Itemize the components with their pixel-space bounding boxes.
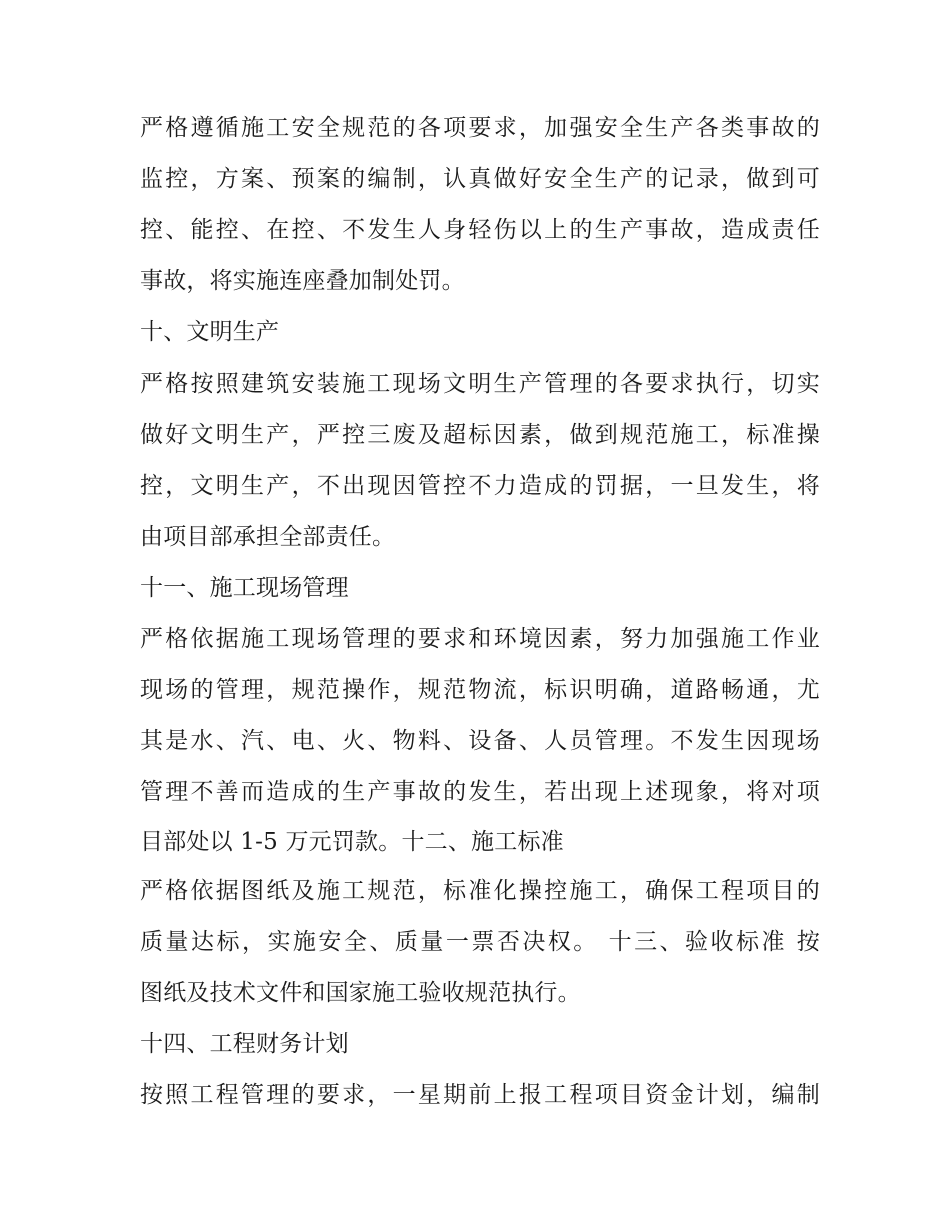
text-line: 控、能控、在控、不发生人身轻伤以上的生产事故，造成责任 bbox=[140, 217, 820, 243]
text-line: 严格依据图纸及施工规范，标准化操控施工，确保工程项目的 bbox=[140, 878, 820, 904]
text-line: 监控，方案、预案的编制，认真做好安全生产的记录，做到可 bbox=[140, 166, 820, 192]
text-line: 目部处以 1-5 万元罚款。十二、施工标准 bbox=[140, 829, 564, 855]
text-line: 其是水、汽、电、火、物料、设备、人员管理。不发生因现场 bbox=[140, 728, 820, 754]
text-line: 质量达标，实施安全、质量一票否决权。 十三、验收标准 按 bbox=[140, 929, 820, 955]
section-heading: 十四、工程财务计划 bbox=[140, 1031, 349, 1057]
text-line: 按照工程管理的要求，一星期前上报工程项目资金计划，编制 bbox=[140, 1082, 820, 1108]
text-line: 严格遵循施工安全规范的各项要求，加强安全生产各类事故的 bbox=[140, 115, 820, 141]
text-line: 由项目部承担全部责任。 bbox=[140, 524, 396, 550]
text-line: 管理不善而造成的生产事故的发生，若出现上述现象，将对项 bbox=[140, 779, 820, 805]
text-line: 图纸及技术文件和国家施工验收规范执行。 bbox=[140, 980, 581, 1006]
section-heading: 十、文明生产 bbox=[140, 319, 280, 345]
text-line: 现场的管理，规范操作，规范物流，标识明确，道路畅通，尤 bbox=[140, 677, 820, 703]
text-line: 事故，将实施连座叠加制处罚。 bbox=[140, 268, 465, 294]
section-heading: 十一、施工现场管理 bbox=[140, 575, 349, 601]
text-line: 做好文明生产，严控三废及超标因素，做到规范施工，标准操 bbox=[140, 422, 820, 448]
text-line: 控，文明生产，不出现因管控不力造成的罚据，一旦发生，将 bbox=[140, 473, 820, 499]
text-line: 严格依据施工现场管理的要求和环境因素，努力加强施工作业 bbox=[140, 626, 820, 652]
text-line: 严格按照建筑安装施工现场文明生产管理的各要求执行，切实 bbox=[140, 371, 820, 397]
